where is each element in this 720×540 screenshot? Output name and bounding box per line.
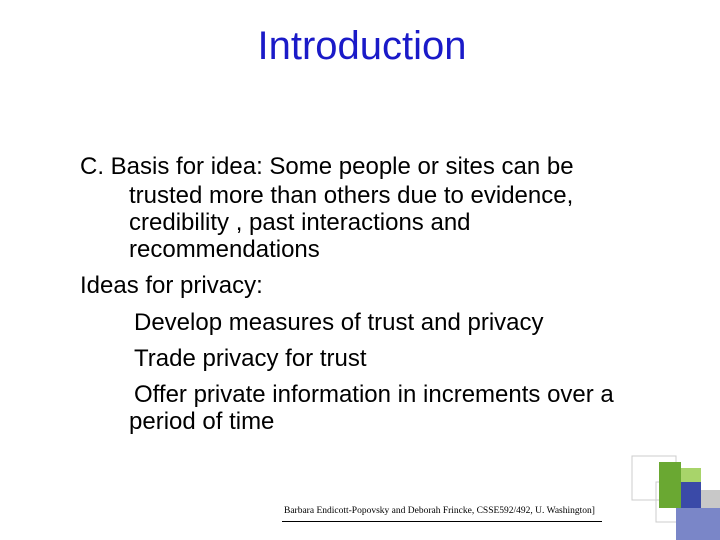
deco-gray-square — [701, 490, 720, 508]
deco-blue-square — [681, 482, 701, 508]
deco-outline-square — [632, 456, 676, 500]
footer-citation: Barbara Endicott-Popovsky and Deborah Frincke, CSSE592/492, U. Washington] — [284, 506, 595, 516]
body-line-9: period of time — [129, 408, 275, 435]
deco-green-square — [681, 468, 701, 482]
footer-rule — [282, 521, 602, 522]
deco-outline-square — [656, 482, 696, 522]
body-line-3: credibility , past interactions and — [129, 209, 471, 236]
body-line-4: recommendations — [129, 236, 320, 263]
deco-blue-square — [676, 508, 720, 540]
body-line-5: Ideas for privacy: — [80, 272, 263, 299]
body-line-1: C. Basis for idea: Some people or sites can be — [80, 153, 574, 180]
body-line-8: Offer private information in increments over a — [134, 381, 614, 408]
body-line-7: Trade privacy for trust — [134, 345, 367, 372]
deco-green-square — [659, 462, 681, 508]
body-line-2: trusted more than others due to evidence, — [129, 182, 574, 209]
body-line-6: Develop measures of trust and privacy — [134, 309, 544, 336]
slide-title: Introduction — [257, 24, 467, 68]
